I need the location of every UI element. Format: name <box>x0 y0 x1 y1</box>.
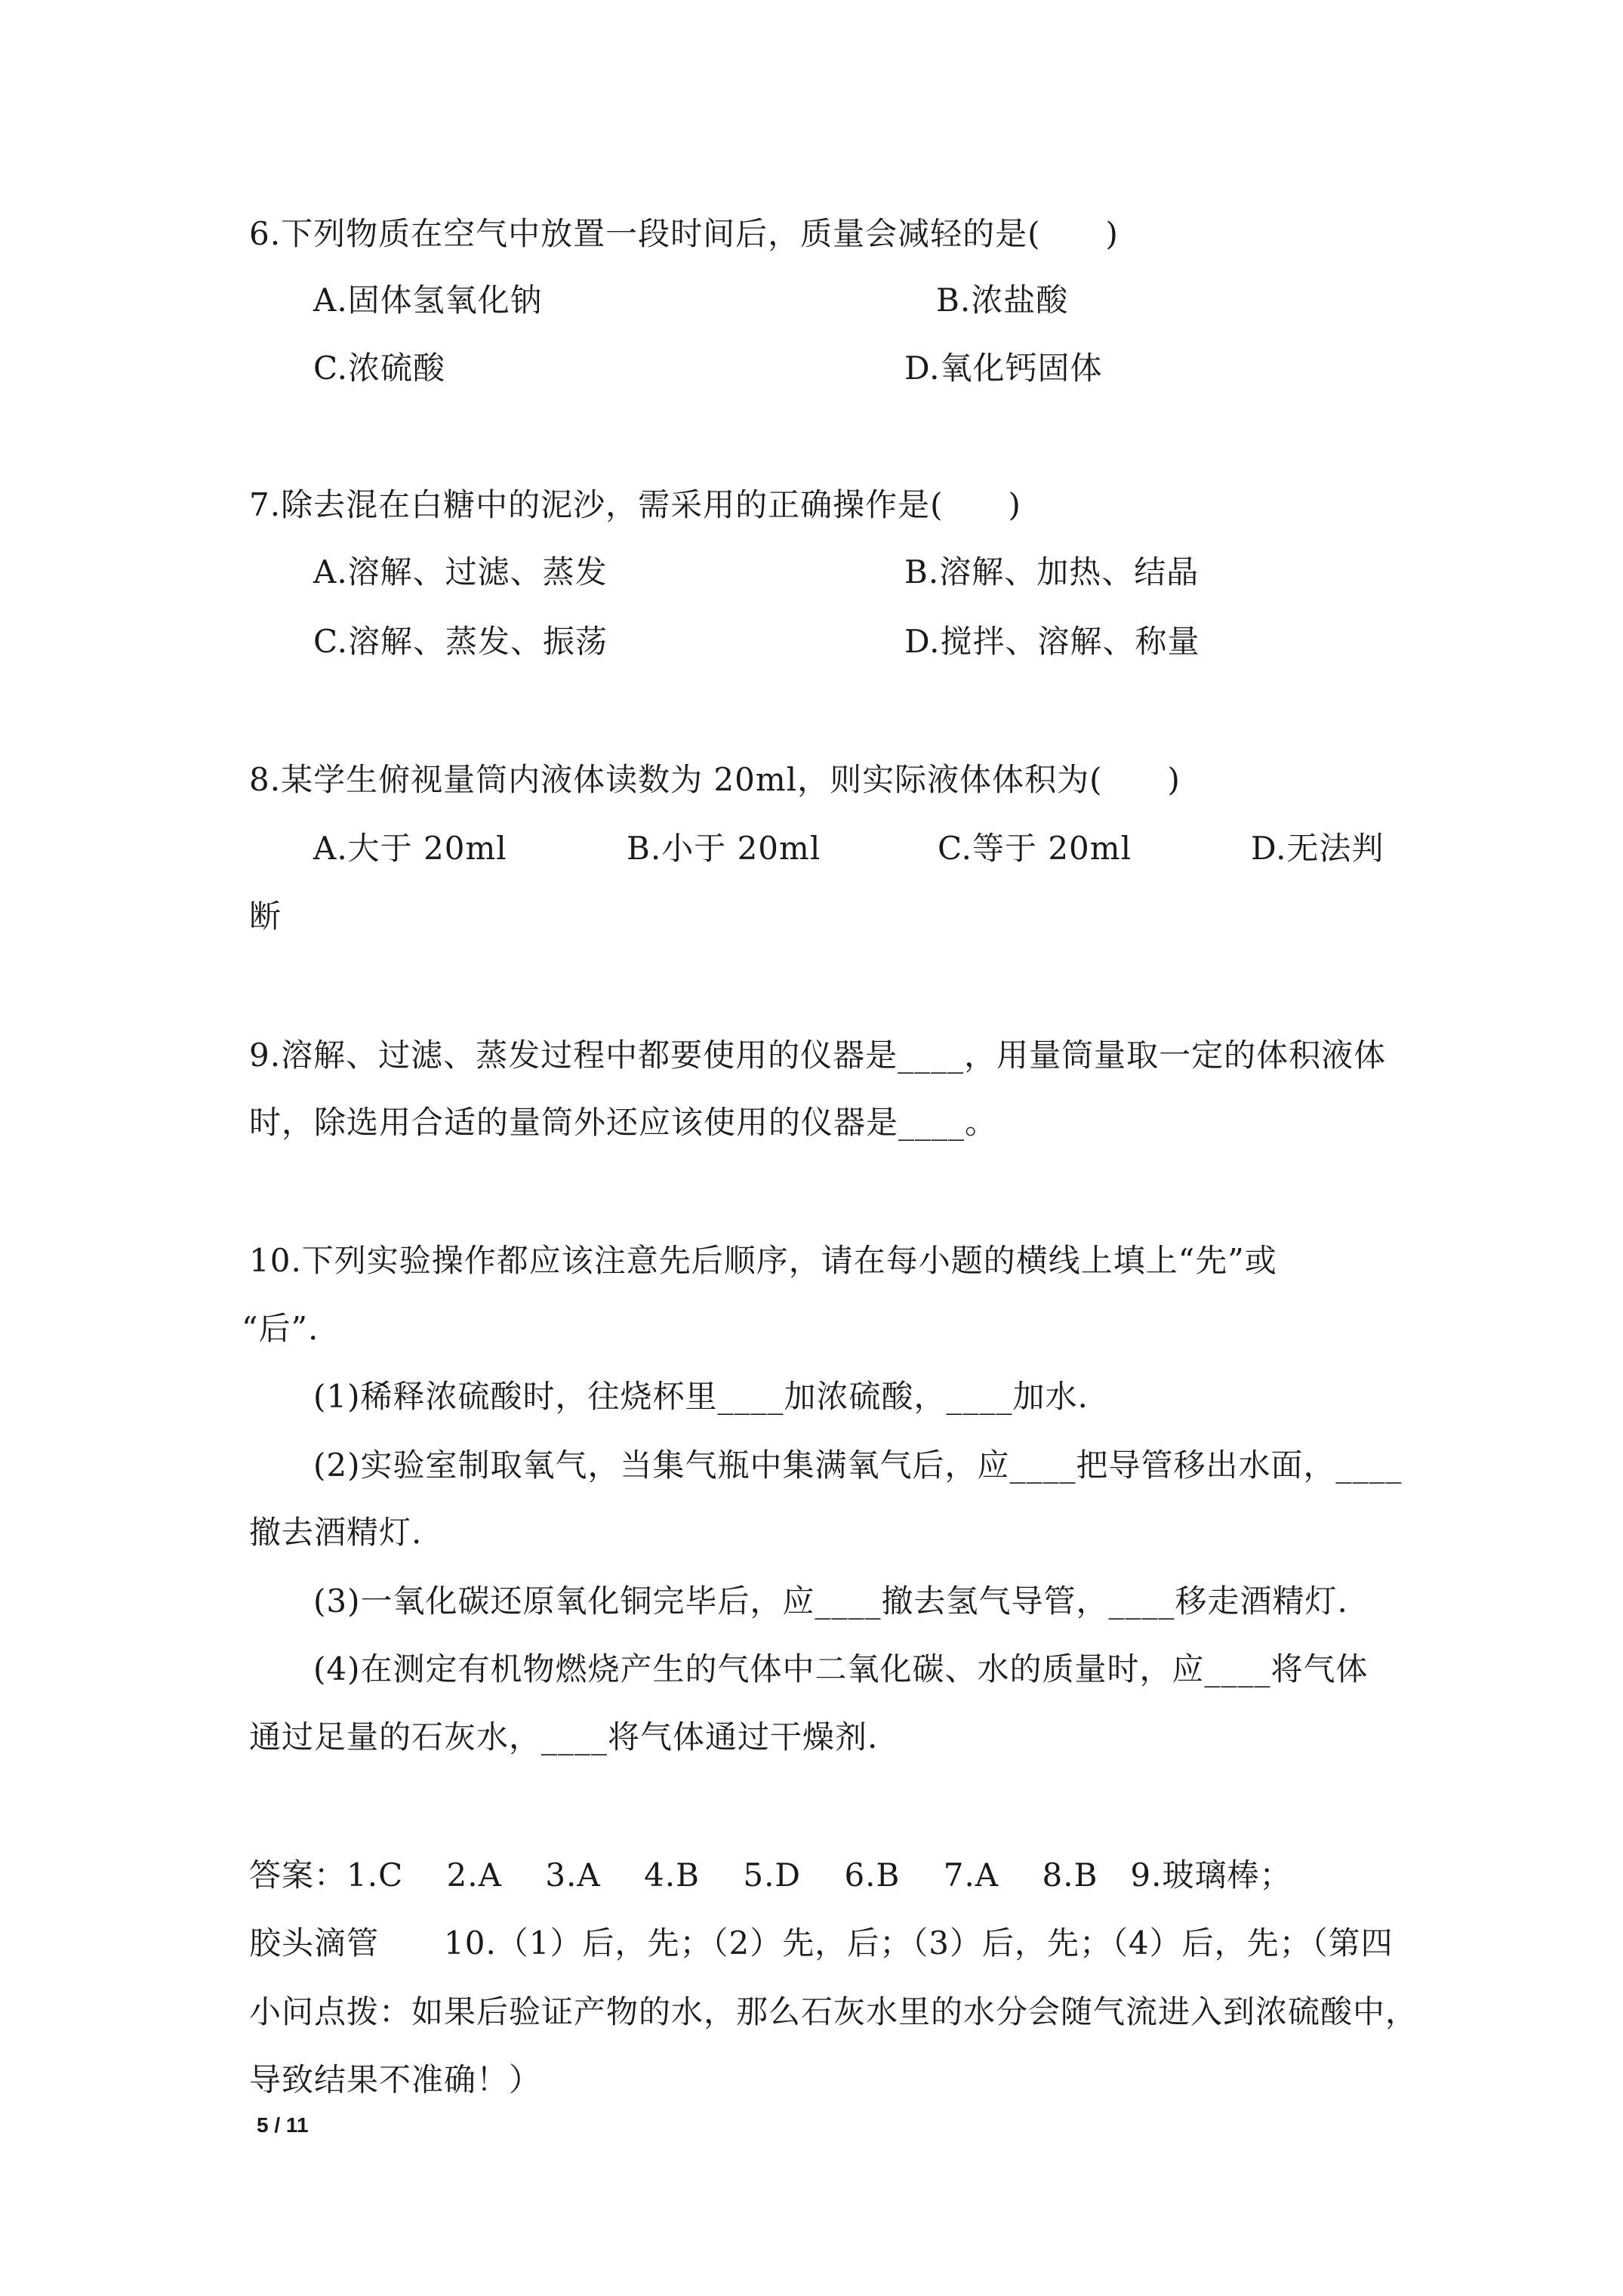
question-8-option-c: C.等于 20ml <box>938 830 1132 867</box>
question-8-option-b: B.小于 20ml <box>627 830 821 867</box>
question-6-option-c: C.浓硫酸 <box>313 350 445 387</box>
question-8-option-d: D.无法判 <box>1251 830 1384 867</box>
question-8-option-a: A.大于 20ml <box>313 830 507 867</box>
question-10-item-4-wrap: 通过足量的石灰水，____将气体通过干燥剂. <box>249 1718 879 1755</box>
answers-line-4: 导致结果不准确！） <box>249 2061 542 2098</box>
question-8-stem: 8.某学生俯视量筒内液体读数为 20ml，则实际液体体积为( ) <box>249 761 1181 798</box>
question-7-option-d: D.搅拌、溶解、称量 <box>904 623 1200 660</box>
question-10-item-1: (1)稀释浓硫酸时，往烧杯里____加浓硫酸，____加水. <box>313 1378 1089 1415</box>
question-10-item-2-wrap: 撤去酒精灯. <box>249 1514 423 1551</box>
page-number: 5 / 11 <box>257 2113 309 2137</box>
answers-line-1: 答案：1.C 2.A 3.A 4.B 5.D 6.B 7.A 8.B 9.玻璃棒； <box>249 1857 1292 1894</box>
question-6-option-b: B.浓盐酸 <box>936 282 1069 319</box>
question-6-option-d: D.氧化钙固体 <box>904 350 1103 387</box>
question-9-line-2: 时，除选用合适的量筒外还应该使用的仪器是____。 <box>249 1104 998 1141</box>
answers-line-3: 小问点拨：如果后验证产物的水，那么石灰水里的水分会随气流进入到浓硫酸中， <box>249 1993 1418 2030</box>
question-10-stem-line-1: 10.下列实验操作都应该注意先后顺序，请在每小题的横线上填上“先”或 <box>249 1242 1277 1279</box>
question-7-stem: 7.除去混在白糖中的泥沙，需采用的正确操作是( ) <box>249 486 1021 523</box>
question-6-stem: 6.下列物质在空气中放置一段时间后，质量会减轻的是( ) <box>249 215 1119 252</box>
question-9-line-1: 9.溶解、过滤、蒸发过程中都要使用的仪器是____，用量筒量取一定的体积液体 <box>249 1037 1387 1074</box>
question-10-item-2: (2)实验室制取氧气，当集气瓶中集满氧气后，应____把导管移出水面，____ <box>313 1447 1403 1484</box>
answers-line-2: 胶头滴管 10.（1）后，先；（2）先，后；（3）后，先；（4）后，先；（第四 <box>249 1925 1394 1962</box>
question-7-option-c: C.溶解、蒸发、振荡 <box>313 623 608 660</box>
question-8-option-d-wrap: 断 <box>249 898 282 935</box>
question-6-option-a: A.固体氢氧化钠 <box>313 282 543 319</box>
question-7-option-a: A.溶解、过滤、蒸发 <box>313 553 608 590</box>
question-10-item-3: (3)一氧化碳还原氧化铜完毕后，应____撤去氢气导管，____移走酒精灯. <box>313 1583 1348 1620</box>
question-10-item-4: (4)在测定有机物燃烧产生的气体中二氧化碳、水的质量时，应____将气体 <box>313 1650 1369 1687</box>
question-10-stem-line-2: “后”. <box>242 1310 319 1347</box>
question-7-option-b: B.溶解、加热、结晶 <box>904 553 1200 590</box>
